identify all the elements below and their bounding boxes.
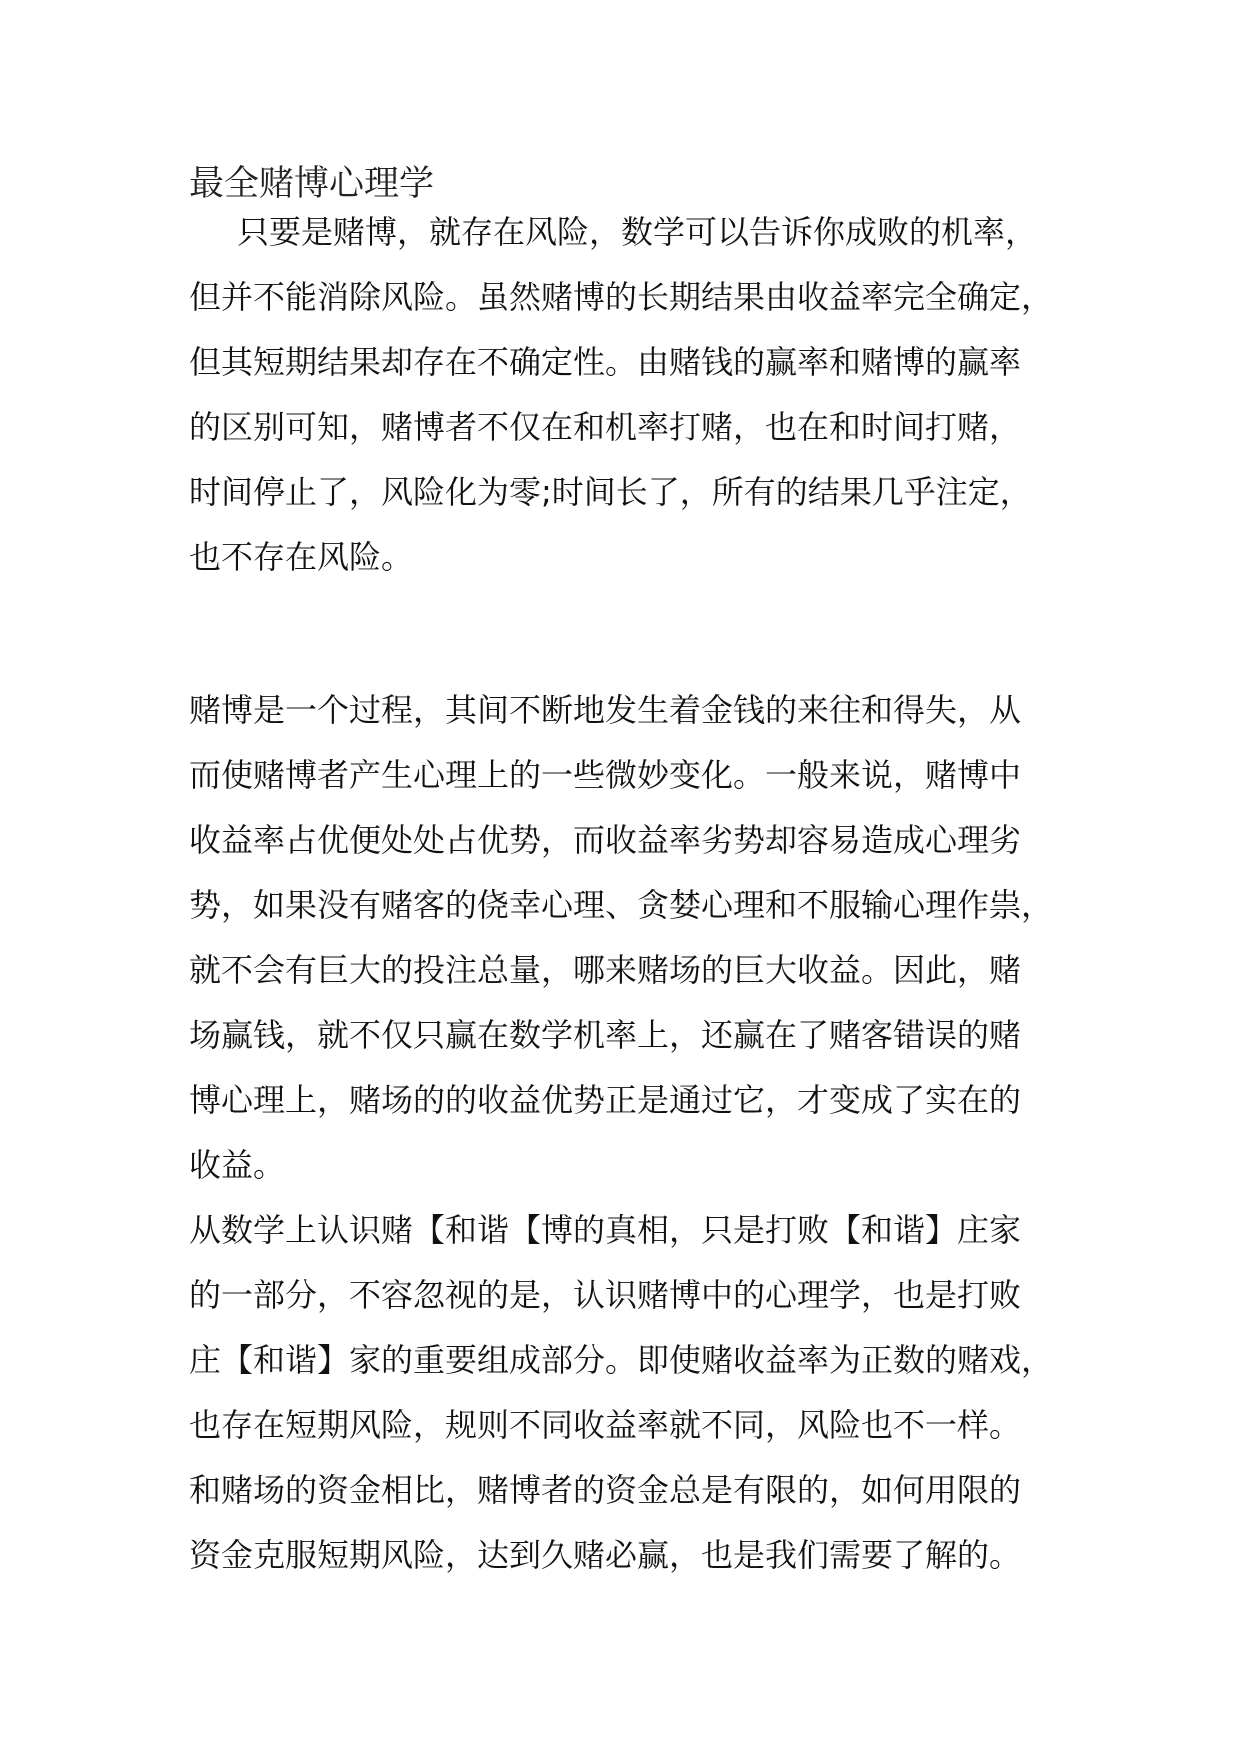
paragraph-2-line: 收益。 (189, 1146, 286, 1184)
paragraph-2-line: 就不会有巨大的投注总量，哪来赌场的巨大收益。因此，赌 (189, 951, 1022, 989)
paragraph-3-line: 的一部分，不容忽视的是，认识赌博中的心理学，也是打败 (189, 1276, 1022, 1314)
paragraph-1-line: 只要是赌博，就存在风险，数学可以告诉你成败的机率， (237, 213, 1038, 251)
paragraph-2-line: 赌博是一个过程，其间不断地发生着金钱的来往和得失，从 (189, 691, 1022, 729)
paragraph-3-line: 资金克服短期风险，达到久赌必赢，也是我们需要了解的。 (189, 1536, 1022, 1574)
paragraph-3-line: 也存在短期风险，规则不同收益率就不同，风险也不一样。 (189, 1406, 1022, 1444)
paragraph-1-line: 时间停止了，风险化为零;时间长了，所有的结果几乎注定， (189, 473, 1032, 511)
paragraph-3-line: 从数学上认识赌【和谐【博的真相，只是打败【和谐】庄家 (189, 1211, 1022, 1249)
paragraph-2-line: 而使赌博者产生心理上的一些微妙变化。一般来说，赌博中 (189, 756, 1022, 794)
paragraph-3-line: 庄【和谐】家的重要组成部分。即使赌收益率为正数的赌戏， (189, 1341, 1054, 1379)
paragraph-2 (189, 678, 1069, 1198)
paragraph-3-line: 和赌场的资金相比，赌博者的资金总是有限的，如何用限的 (189, 1471, 1022, 1509)
paragraph-2-line: 收益率占优便处处占优势，而收益率劣势却容易造成心理劣 (189, 821, 1022, 859)
paragraph-2-line: 势，如果没有赌客的侥幸心理、贪婪心理和不服输心理作祟， (189, 886, 1054, 924)
paragraph-2-line: 博心理上，赌场的的收益优势正是通过它，才变成了实在的 (189, 1081, 1022, 1119)
paragraph-1-line: 的区别可知，赌博者不仅在和机率打赌，也在和时间打赌， (189, 408, 1022, 446)
paragraph-3 (189, 1198, 1069, 1588)
paragraph-1-line: 但并不能消除风险。虽然赌博的长期结果由收益率完全确定， (189, 278, 1054, 316)
paragraph-1 (189, 200, 1069, 590)
paragraph-1-line: 但其短期结果却存在不确定性。由赌钱的赢率和赌博的赢率 (189, 343, 1022, 381)
document-title: 最全赌博心理学 (189, 164, 435, 204)
paragraph-1-line: 也不存在风险。 (189, 538, 414, 576)
paragraph-2-line: 场赢钱，就不仅只赢在数学机率上，还赢在了赌客错误的赌 (189, 1016, 1022, 1054)
